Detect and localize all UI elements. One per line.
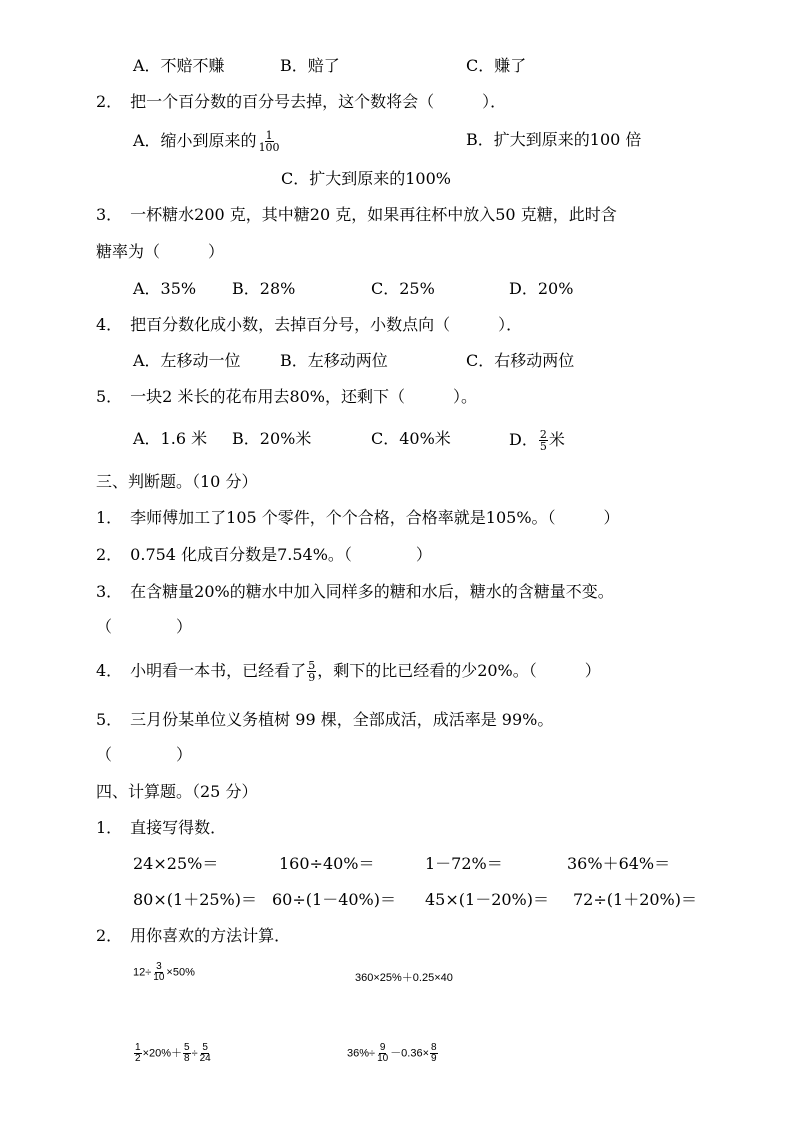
- q5-option-b: B．20%米: [232, 429, 312, 448]
- section3-title: 三、判断题。（10 分）: [96, 472, 258, 491]
- calc-row1-item2: 160÷40%＝: [279, 854, 375, 873]
- fraction-denominator: 9: [431, 1053, 437, 1064]
- calc-row2-item1: 80×(1＋25%)＝: [133, 890, 257, 909]
- judge-item-5-line2: （ ）: [96, 745, 193, 764]
- judge-item-1: 1． 李师傅加工了105 个零件，个个合格，合格率就是105%。（ ）: [96, 508, 620, 527]
- fraction-denominator: 2: [135, 1053, 141, 1064]
- fraction-denominator: 100: [258, 141, 280, 154]
- q2-option-a-fraction: [258, 130, 281, 153]
- judge-item-2: 2． 0.754 化成百分数是7.54%。（ ）: [96, 545, 432, 564]
- expression-3-mid: ×20%＋: [142, 1047, 183, 1060]
- q3-option-c: C．25%: [371, 279, 435, 298]
- calc-row2-item4: 72÷(1＋20%)＝: [573, 890, 697, 909]
- judge-item-4-fraction: [307, 660, 316, 683]
- fraction-numerator: 1: [135, 1042, 141, 1053]
- judge-item-3-line1: 3． 在含糖量20%的糖水中加入同样多的糖和水后，糖水的含糖量不变。: [96, 582, 614, 601]
- expression-1-fraction: [152, 962, 165, 983]
- q2-option-c: C．扩大到原来的100%: [281, 169, 451, 188]
- fraction-numerator: 8: [431, 1042, 437, 1053]
- q3-text-line2: 糖率为（ ）: [96, 242, 225, 261]
- fraction-denominator: 24: [199, 1053, 211, 1064]
- calc-row2-item2: 60÷(1－40%)＝: [272, 890, 396, 909]
- expression-3: [133, 1043, 213, 1064]
- expression-4: [347, 1043, 439, 1064]
- q5-option-a: A．1.6 米: [133, 429, 208, 448]
- q3-option-a: A．35%: [133, 279, 197, 298]
- expression-3-fraction-b: [183, 1043, 191, 1064]
- q3-option-d: D．20%: [509, 279, 574, 298]
- q5-option-d: [509, 429, 565, 452]
- q4-text: 4． 把百分数化成小数，去掉百分号，小数点向（ ）．: [96, 315, 523, 334]
- expression-4-mid: －0.36×: [390, 1047, 430, 1060]
- q5-text: 5． 一块2 米长的花布用去80%，还剩下（ ）。: [96, 387, 478, 406]
- expression-1: [133, 962, 195, 983]
- expression-2: 360×25%＋0.25×40: [355, 972, 453, 984]
- fraction-denominator: 8: [184, 1053, 190, 1064]
- q5-option-c: C．40%米: [371, 429, 451, 448]
- calc-row1-item3: 1－72%＝: [425, 854, 503, 873]
- q2-text: 2． 把一个百分数的百分号去掉，这个数将会（ ）．: [96, 92, 507, 111]
- expression-1-prefix: 12÷: [133, 966, 152, 979]
- calc-sub2: 2． 用你喜欢的方法计算．: [96, 926, 291, 945]
- judge-item-4-prefix: 4． 小明看一本书，已经看了: [96, 661, 307, 680]
- q1-option-a: A．不赔不赚: [133, 56, 225, 75]
- q2-option-b: B．扩大到原来的100 倍: [466, 130, 642, 149]
- q4-option-c: C．右移动两位: [466, 351, 575, 370]
- fraction-numerator: 3: [156, 961, 162, 972]
- fraction-numerator: 5: [308, 659, 316, 672]
- fraction-numerator: 5: [202, 1042, 208, 1053]
- q3-text-line1: 3． 一杯糖水200 克，其中糖20 克，如果再往杯中放入50 克糖，此时含: [96, 205, 617, 224]
- judge-item-4: [96, 660, 601, 683]
- fraction-numerator: 2: [539, 428, 547, 441]
- expression-3-fraction-a: [134, 1043, 142, 1064]
- calc-row1-item1: 24×25%＝: [133, 854, 219, 873]
- fraction-numerator: 1: [265, 129, 273, 142]
- q1-option-b: B．赔了: [280, 56, 340, 75]
- judge-item-3-line2: （ ）: [96, 617, 193, 636]
- q1-option-c: C．赚了: [466, 56, 527, 75]
- q5-option-d-label: D．: [509, 430, 538, 449]
- q5-option-d-fraction: [539, 429, 548, 452]
- q4-option-b: B．左移动两位: [280, 351, 388, 370]
- section4-title: 四、计算题。（25 分）: [96, 782, 258, 801]
- fraction-denominator: 10: [153, 972, 165, 983]
- q3-option-b: B．28%: [232, 279, 296, 298]
- expression-1-suffix: ×50%: [166, 966, 195, 979]
- expression-4-prefix: 36%÷: [347, 1047, 376, 1060]
- q5-option-d-unit: 米: [548, 430, 565, 449]
- calc-row1-item4: 36%＋64%＝: [567, 854, 671, 873]
- fraction-numerator: 5: [184, 1042, 190, 1053]
- expression-4-fraction-a: [376, 1043, 389, 1064]
- q2-option-a-label: A．缩小到原来的: [133, 131, 257, 150]
- fraction-denominator: 10: [377, 1053, 389, 1064]
- judge-item-5-line1: 5． 三月份某单位义务植树 99 棵，全部成活，成活率是 99%。: [96, 710, 554, 729]
- q2-option-a: [133, 130, 282, 153]
- judge-item-4-suffix: ，剩下的比已经看的少20%。（ ）: [317, 661, 601, 680]
- fraction-numerator: 9: [379, 1042, 386, 1053]
- fraction-denominator: 5: [539, 440, 547, 453]
- expression-4-fraction-b: [430, 1043, 438, 1064]
- q4-option-a: A．左移动一位: [133, 351, 241, 370]
- expression-3-fraction-c: [199, 1043, 212, 1064]
- fraction-denominator: 9: [308, 671, 316, 684]
- calc-sub1: 1． 直接写得数．: [96, 818, 227, 837]
- calc-row2-item3: 45×(1－20%)＝: [425, 890, 549, 909]
- expression-3-divide: ÷: [191, 1047, 198, 1060]
